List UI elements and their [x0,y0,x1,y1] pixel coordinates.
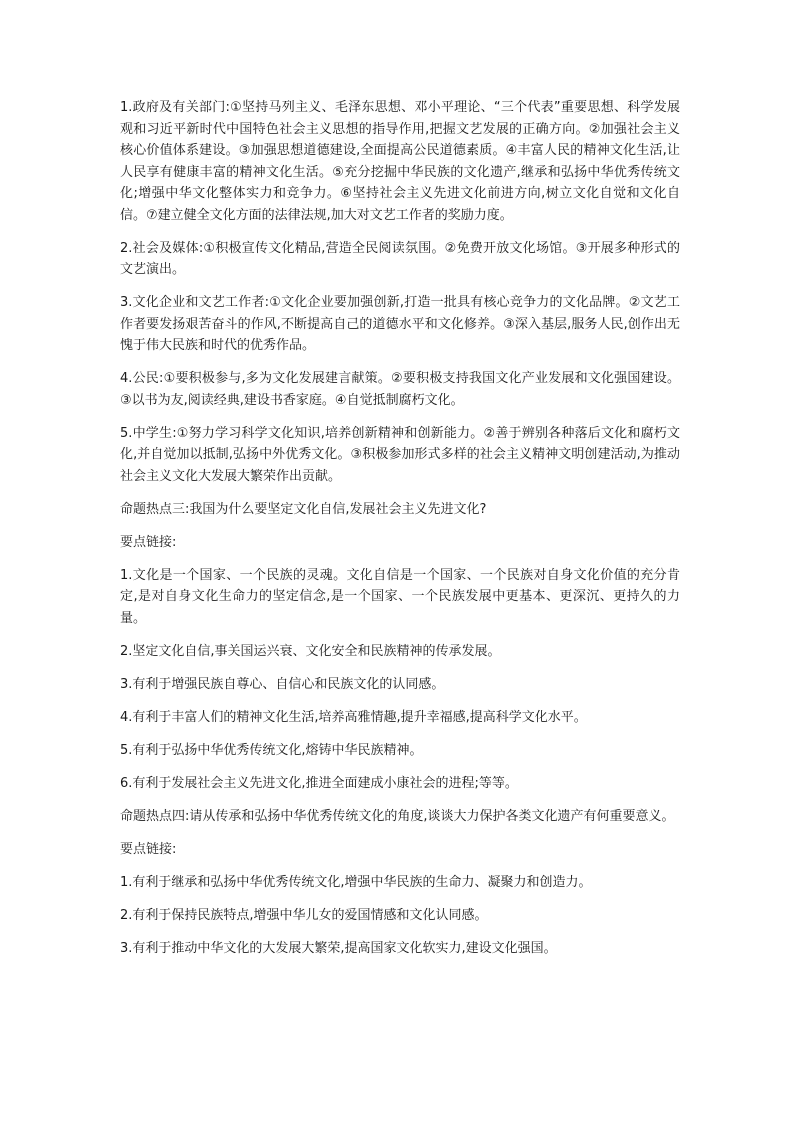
document-page [120,97,680,971]
point-spiritual-life: 4.有利于丰富人们的精神文化生活,培养高雅情趣,提升幸福感,提高科学文化水平。 [120,709,587,725]
point-advanced-culture: 6.有利于发展社会主义先进文化,推进全面建成小康社会的进程;等等。 [120,775,518,791]
paragraph-society-media: 2.社会及媒体:①积极宣传文化精品,营造全民阅读氛围。②免费开放文化场馆。③开展多种形式的文艺演出。 [120,240,680,277]
key-points-label: 要点链接: [120,841,177,857]
paragraph-culture-enterprises: 3.文化企业和文艺工作者:①文化企业要加强创新,打造一批具有核心竞争力的文化品牌。②文艺工作者要发扬艰苦奋斗的作风,不断提高自己的道德水平和文化修养。③深入基层,服务人民,创作出无愧于伟大民族和时代的优秀作品。 [120,295,680,353]
point-confidence: 2.坚定文化自信,事关国运兴衰、文化安全和民族精神的传承发展。 [120,643,501,659]
point-soft-power: 3.有利于推动中华文化的大发展大繁荣,提高国家文化软实力,建设文化强国。 [120,940,557,956]
paragraph-students: 5.中学生:①努力学习科学文化知识,培养创新精神和创新能力。②善于辨别各种落后文化和腐朽文化,并自觉加以抵制,弘扬中外优秀文化。③积极参加形式多样的社会主义精神文明创建活动,为推动社会主义文化大发展大繁荣作出贡献。 [120,425,680,484]
paragraph-government: 1.政府及有关部门:①坚持马列主义、毛泽东思想、邓小平理论、“三个代表”重要思想、科学发展观和习近平新时代中国特色社会主义思想的指导作用,把握文艺发展的正确方向。②加强社会主义核心价值体系建设。③加强思想道德建设,全面提高公民道德素质。④丰富人民的精神文化生活,让人民享有健康丰富的精神文化生活。⑤充分挖掘中华民族的文化遗产,继承和弘扬中华优秀传统文化;增强中华文化整体实力和竞争力。⑥坚持社会主义先进文化前进方向,树立文化自觉和文化自信。⑦建立健全文化方面的法律法规,加大对文艺工作者的奖励力度。 [120,100,680,223]
topic-heading-four: 命题热点四:请从传承和弘扬中华优秀传统文化的角度,谈谈大力保护各类文化遗产有何重要意义。 [120,808,675,824]
point-national-traits: 2.有利于保持民族特点,增强中华儿女的爱国情感和文化认同感。 [120,907,488,923]
point-inherit: 1.有利于继承和弘扬中华优秀传统文化,增强中华民族的生命力、凝聚力和创造力。 [120,874,592,890]
paragraph-citizens: 4.公民:①要积极参与,多为文化发展建言献策。②要积极支持我国文化产业发展和文化强国建设。③以书为友,阅读经典,建设书香家庭。④自觉抵制腐朽文化。 [120,371,680,408]
key-points-label: 要点链接: [120,534,177,550]
point-culture-soul: 1.文化是一个国家、一个民族的灵魂。文化自信是一个国家、一个民族对自身文化价值的充分肯定,是对自身文化生命力的坚定信念,是一个国家、一个民族发展中更基本、更深沉、更持久的力量。 [120,567,680,626]
topic-heading-three: 命题热点三:我国为什么要坚定文化自信,发展社会主义先进文化? [120,501,487,517]
point-self-esteem: 3.有利于增强民族自尊心、自信心和民族文化的认同感。 [120,676,445,692]
point-tradition: 5.有利于弘扬中华优秀传统文化,熔铸中华民族精神。 [120,742,423,758]
